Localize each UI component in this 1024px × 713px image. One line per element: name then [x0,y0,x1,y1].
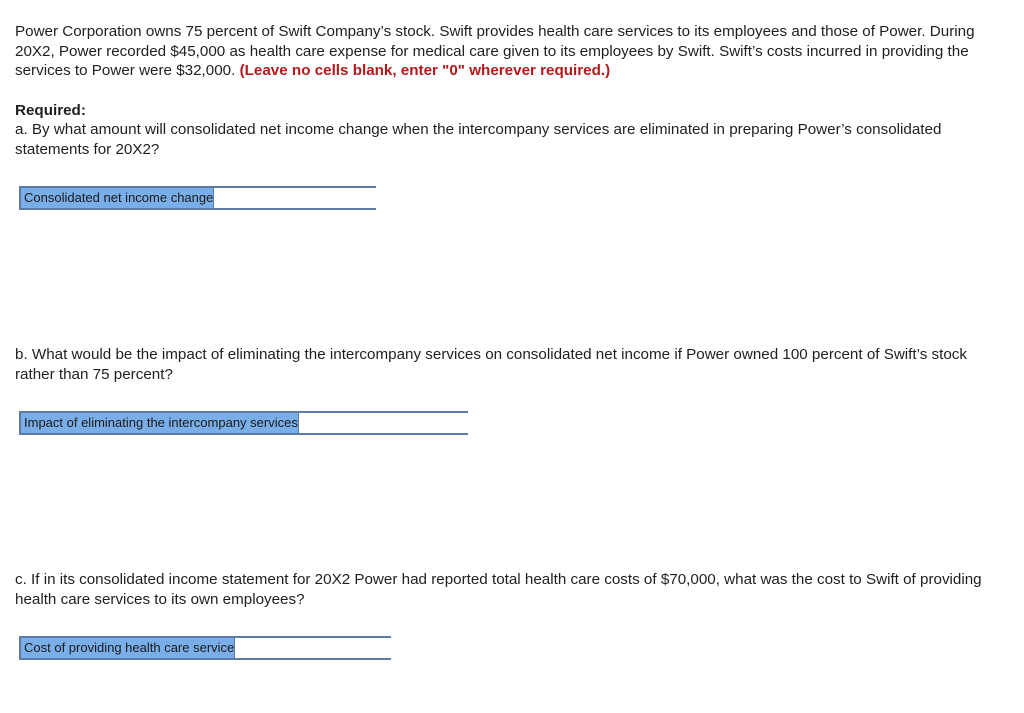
answer-label-b: Impact of eliminating the intercompany services [21,413,299,433]
answer-label-c: Cost of providing health care service [21,638,235,658]
consolidated-net-income-change-input[interactable] [214,188,398,208]
cost-health-care-service-input[interactable] [235,638,419,658]
answer-cell-a [214,188,398,208]
impact-eliminating-services-input[interactable] [299,413,483,433]
answer-row-b [19,411,468,435]
answer-cell-b [299,413,483,433]
answer-cell-c [235,638,419,658]
question-a: a. By what amount will consolidated net income change when the intercompany services are eliminated in preparing Power’s consolidated statements for 20X2? [15,121,942,158]
answer-row-c [19,636,391,660]
question-b: b. What would be the impact of eliminating the intercompany services on consolidated net income if Power owned 100 percent of Swift’s stock rather than 75 percent? [15,346,967,383]
problem-intro: Power Corporation owns 75 percent of Swift Company’s stock. Swift provides health care services to its employees and those of Power. During 20X2, Power recorded $45,000 as health care expense for medical care given to its employees by Swift. Swift’s costs incurred in providing the services to Power were $32,000. [15,23,975,79]
question-c: c. If in its consolidated income statement for 20X2 Power had reported total health care costs of $70,000, what was the cost to Swift of providing health care services to its own employees? [15,571,982,608]
problem-statement [15,22,1000,81]
instruction-note: (Leave no cells blank, enter "0" wherever required.) [239,62,611,79]
answer-row-a [19,186,376,210]
answer-label-a: Consolidated net income change [21,188,214,208]
required-heading: Required: [15,102,86,119]
